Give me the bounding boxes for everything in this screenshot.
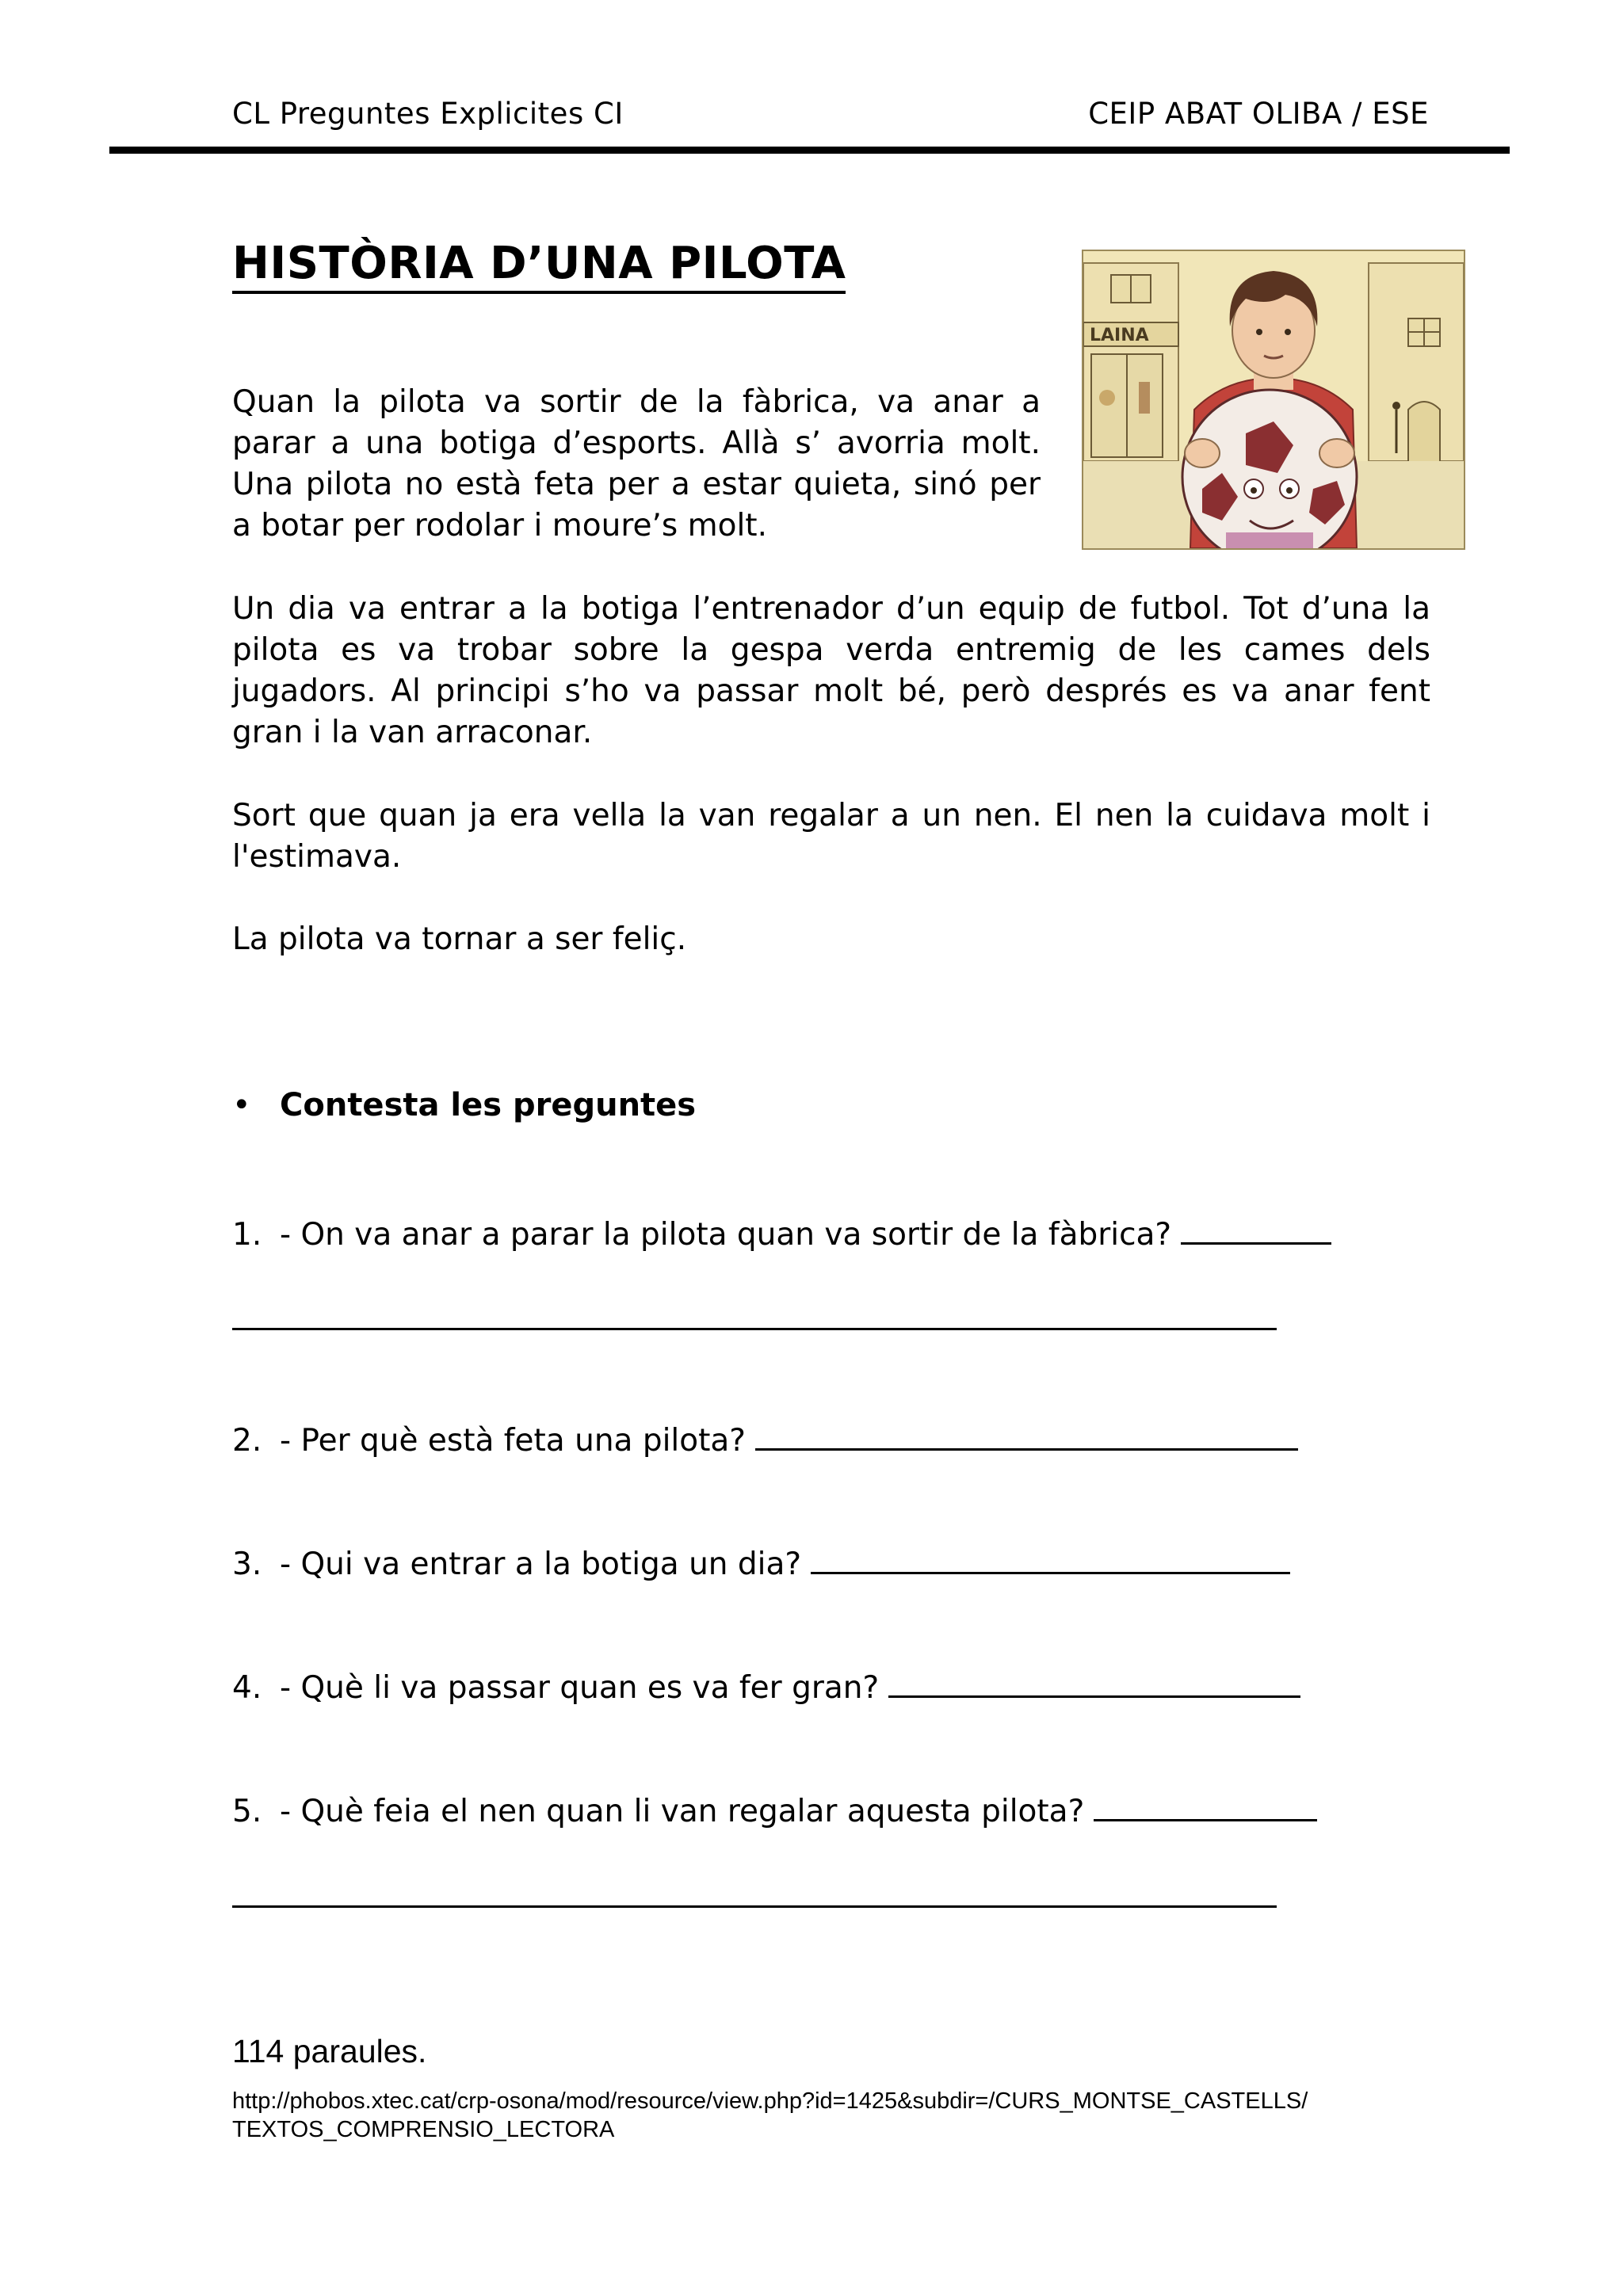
header-divider bbox=[109, 147, 1510, 154]
story-paragraph-2: Un dia va entrar a la botiga l’entrenador d’un equip de futbol. Tot d’una la pilota es va trobar sobre la gespa verda entremig de les cames dels jugadors. Al principi s’ho va passar molt bé, però després es va anar fent gran i la van arraconar. bbox=[232, 591, 1430, 750]
story-paragraph-4: La pilota va tornar a ser feliç. bbox=[232, 921, 687, 957]
question-5 bbox=[232, 1789, 1317, 1832]
source-url-line-1: http://phobos.xtec.cat/crp-osona/mod/resource/view.php?id=1425&subdir=/CURS_MONTSE_CASTELLS/ bbox=[232, 2088, 1308, 2114]
illustration-drawing bbox=[1083, 251, 1464, 548]
question-text: - On va anar a parar la pilota quan va sortir de la fàbrica? bbox=[280, 1217, 1172, 1253]
question-text: - Qui va entrar a la botiga un dia? bbox=[280, 1547, 802, 1582]
source-url[interactable] bbox=[232, 2087, 1308, 2144]
questions-heading-label: Contesta les preguntes bbox=[280, 1087, 697, 1123]
answer-blank[interactable] bbox=[811, 1542, 1290, 1574]
question-number: 4. bbox=[232, 1670, 262, 1706]
answer-blank[interactable] bbox=[888, 1665, 1300, 1698]
story-paragraph-3: Sort que quan ja era vella la van regalar a un nen. El nen la cuidava molt i l'estimava. bbox=[232, 798, 1430, 875]
answer-line[interactable] bbox=[232, 1328, 1277, 1330]
question-4 bbox=[232, 1665, 1300, 1708]
header-right-text: CEIP ABAT OLIBA / ESE bbox=[1088, 97, 1429, 131]
shop-sign-text: LAINA bbox=[1090, 326, 1149, 345]
questions-heading bbox=[232, 1087, 696, 1123]
question-text: - Què li va passar quan es va fer gran? bbox=[280, 1670, 880, 1706]
bullet-icon: • bbox=[232, 1087, 251, 1123]
source-url-line-2: TEXTOS_COMPRENSIO_LECTORA bbox=[232, 2117, 615, 2142]
question-number: 2. bbox=[232, 1423, 262, 1459]
question-text: - Per què està feta una pilota? bbox=[280, 1423, 747, 1459]
answer-blank[interactable] bbox=[1181, 1212, 1331, 1245]
story-paragraph-1: Quan la pilota va sortir de la fàbrica, va anar a parar a una botiga d’esports. Allà s’ avorria molt. Una pilota no està feta per a estar quieta, sinó per a botar per rodolar i moure’s molt. bbox=[232, 384, 1041, 543]
answer-line[interactable] bbox=[232, 1905, 1277, 1908]
boy-with-ball-illustration bbox=[1082, 250, 1465, 550]
question-number: 3. bbox=[232, 1547, 262, 1582]
question-3 bbox=[232, 1542, 1290, 1585]
page-title: HISTÒRIA D’UNA PILOTA bbox=[232, 239, 846, 294]
question-number: 5. bbox=[232, 1794, 262, 1829]
word-count: 114 paraules. bbox=[232, 2033, 427, 2069]
question-number: 1. bbox=[232, 1217, 262, 1253]
answer-blank[interactable] bbox=[1094, 1789, 1317, 1821]
question-text: - Què feia el nen quan li van regalar aquesta pilota? bbox=[280, 1794, 1085, 1829]
question-2 bbox=[232, 1418, 1298, 1461]
question-1 bbox=[232, 1212, 1331, 1255]
header-left-text: CL Preguntes Explicites CI bbox=[232, 97, 624, 131]
answer-blank[interactable] bbox=[755, 1418, 1298, 1451]
